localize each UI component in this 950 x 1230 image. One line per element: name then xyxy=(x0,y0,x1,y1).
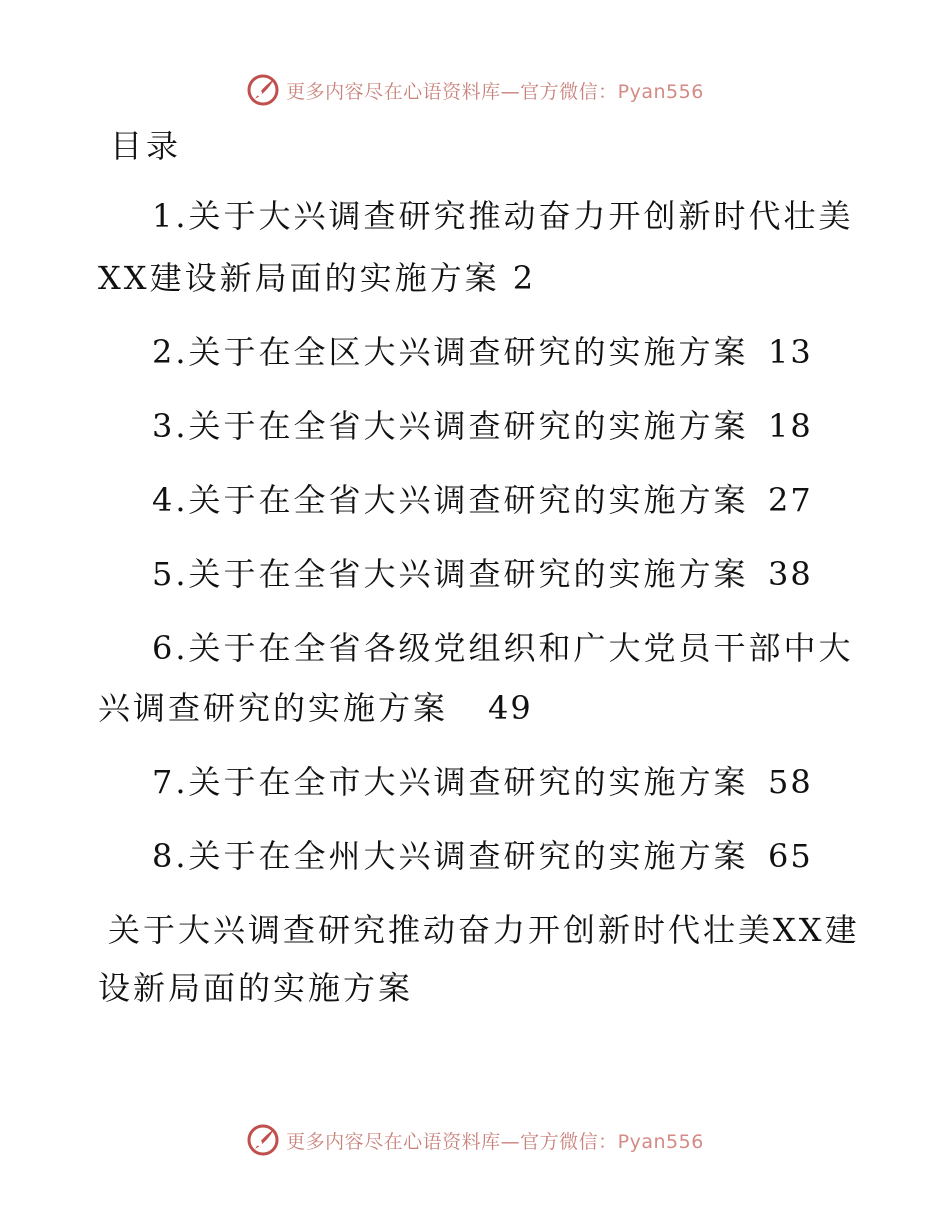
toc-entry-8: 8.关于在全州大兴调查研究的实施方案 xyxy=(152,837,749,875)
toc-entry-1-line-1: 1.关于大兴调查研究推动奋力开创新时代壮美 xyxy=(152,197,854,235)
toc-entry-6-line-2: 兴调查研究的实施方案 xyxy=(98,689,449,727)
footer-watermark xyxy=(0,1120,950,1160)
section-heading-line-1: 关于大兴调查研究推动奋力开创新时代壮美XX建 xyxy=(108,911,860,949)
watermark-text: 更多内容尽在心语资料库—官方微信：Pyan556 xyxy=(286,1130,704,1153)
toc-title: 目录 xyxy=(110,127,183,165)
toc-entry-4: 4.关于在全省大兴调查研究的实施方案 xyxy=(152,481,749,519)
toc-entry-4-page: 27 xyxy=(768,481,813,519)
toc-entry-7: 7.关于在全市大兴调查研究的实施方案 xyxy=(152,763,749,801)
feather-circle-logo-icon xyxy=(246,73,280,107)
toc-entry-5: 5.关于在全省大兴调查研究的实施方案 xyxy=(152,555,749,593)
header-watermark xyxy=(0,70,950,110)
toc-entry-6-line-1: 6.关于在全省各级党组织和广大党员干部中大 xyxy=(152,629,854,667)
watermark-text: 更多内容尽在心语资料库—官方微信：Pyan556 xyxy=(286,80,704,103)
toc-entry-3: 3.关于在全省大兴调查研究的实施方案 xyxy=(152,407,749,445)
toc-entry-2-page: 13 xyxy=(768,333,813,371)
toc-entry-6-page: 49 xyxy=(488,689,533,727)
toc-entry-5-page: 38 xyxy=(768,555,813,593)
section-heading-line-2: 设新局面的实施方案 xyxy=(98,969,414,1007)
toc-entry-3-page: 18 xyxy=(768,407,813,445)
toc-entry-7-page: 58 xyxy=(768,763,813,801)
toc-entry-1-line-2: XX建设新局面的实施方案 2 xyxy=(98,259,537,297)
feather-circle-logo-icon xyxy=(246,1123,280,1157)
toc-entry-2: 2.关于在全区大兴调查研究的实施方案 xyxy=(152,333,749,371)
toc-entry-8-page: 65 xyxy=(768,837,813,875)
